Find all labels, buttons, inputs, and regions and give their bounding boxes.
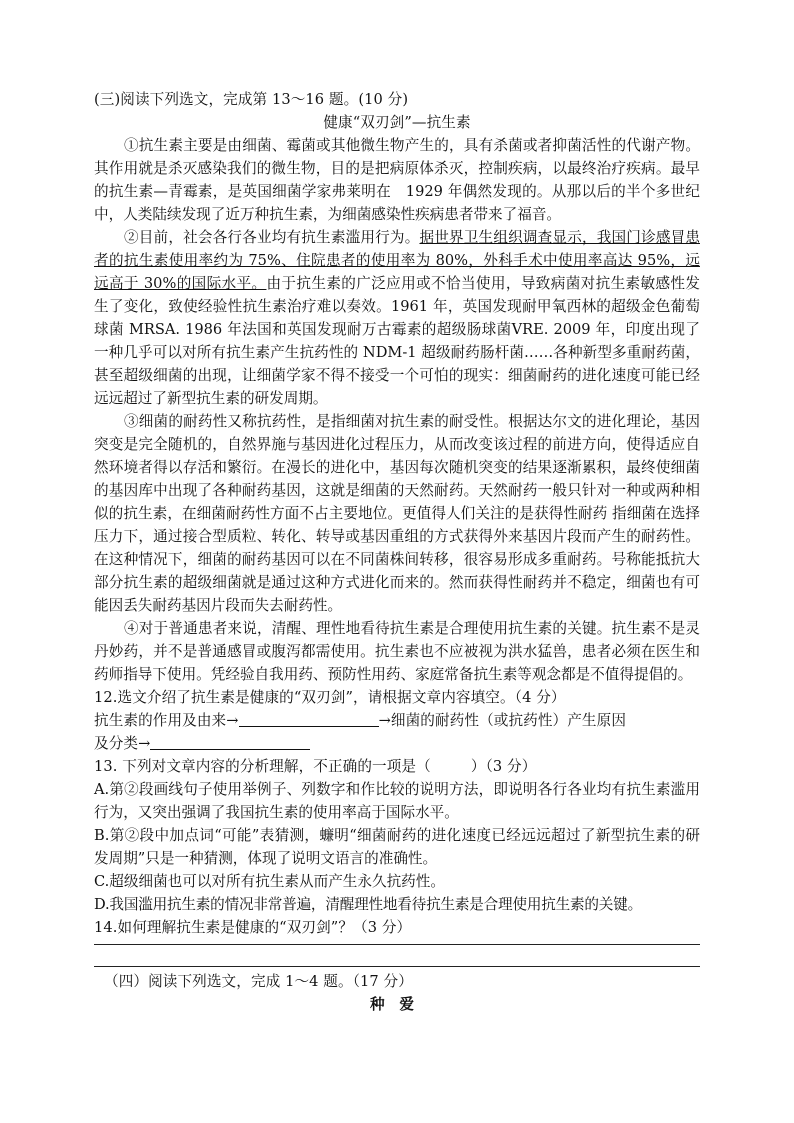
question-14-stem: 14.如何理解抗生素是健康的“双刃剑”？（3 分） [94, 919, 412, 936]
question-12-stem: 12.选文介绍了抗生素是健康的“双刃剑”，请根据文章内容填空。（4 分） [94, 689, 566, 706]
section4 [104, 970, 700, 1016]
option-b: B.第②段中加点词“可能”表猜测，蠊明“细菌耐药的进化速度已经远远超过了新型抗生素的研发周期”只是一种猜测，体现了说明文语言的准确性。 [94, 827, 700, 867]
section3 [94, 88, 700, 939]
answer-line-2[interactable] [94, 966, 700, 967]
paragraph-3: ③细菌的耐药性又称抗药性，是指细菌对抗生素的耐受性。根据达尔文的进化理论，基因突变是完全随机的，自然界施与基因进化过程压力，从而改变该过程的前进方向，使得适应自然环境者得以存活和繁衍。在漫长的进化中，基因每次随机突变的结果逐渐累积，最终使细菌的基因库中出现了各种耐药基因，这就是细菌的天然耐药。天然耐药一般只针对一种或两种相似的抗生素，在细菌耐药性方面不占主要地位。更值得人们关注的是获得性耐药 指细菌在选择压力下，通过接合型质粒、转化、转导或基因重组的方式获得外来基因片段而产生的耐药性。在这种情况下，细菌的耐药基因可以在不同菌株间转移，很容易形成多重耐药。号称能抵抗大部分抗生素的超级细菌就是通过这种方式进化而来的。然而获得性耐药并不稳定，细菌也有可能因丢失耐药基因片段而失去耐药性。 [94, 413, 700, 614]
question-13-stem: 13. 下列对文章内容的分析理解，不正确的一项是（ ）（3 分） [94, 758, 537, 775]
question-12-fill-line: 抗生素的作用及由来→ →细菌的耐药性（或抗药性）产生原因 [94, 712, 627, 729]
section4-title: 种 爱 [370, 996, 415, 1013]
question-14 [94, 916, 700, 939]
paragraph-2 [94, 226, 700, 410]
paragraph-4: ④对于普通患者来说，清醒、理性地看待抗生素是合理使用抗生素的关键。抗生素不是灵丹妙药，并不是普通感冒或腹泻都需使用。抗生素也不应被视为洪水猛兽，患者必须在医生和药师指导下使用。凭经验自我用药、预防性用药、家庭常备抗生素等观念都是不值得提倡的。 [94, 620, 700, 683]
article-title: 健康“双刃剑”—抗生素 [323, 114, 471, 131]
paragraph-1: ①抗生素主要是由细菌、霉菌或其他微生物产生的，具有杀菌或者抑菌活性的代谢产物。其作用就是杀灭感染我们的微生物，目的是把病原体杀灭，控制疾病，以最终治疗疾病。最早的抗生素—青霉素，是英国细菌学家弗莱明在 1929 年偶然发现的。从那以后的半个多世纪中，人类陆续发现了近万种抗生素，为细菌感染性疾病患者带来了福音。 [94, 137, 700, 223]
option-a: A.第②段画线句子使用举例子、列数字和作比较的说明方法，即说明各行各业均有抗生素滥用行为，又突出强调了我国抗生素的使用率高于国际水平。 [94, 781, 700, 821]
question-12-fill-line-2: 及分类→ [94, 732, 700, 755]
question-12 [94, 686, 700, 755]
answer-blank-1[interactable] [239, 711, 379, 727]
option-c: C.超级细菌也可以对所有抗生素从而产生永久抗药性。 [94, 873, 445, 890]
question-13 [94, 755, 700, 916]
answer-choice-blank[interactable] [431, 758, 471, 773]
answer-line-1[interactable] [94, 944, 700, 945]
option-d: D.我国滥用抗生素的情况非常普遍，清醒理性地看待抗生素是合理使用抗生素的关键。 [94, 896, 642, 913]
paragraph-2-rest: 由于抗生素的广泛应用或不恰当使用，导致病菌对抗生素敏感性发生了变化，致使经验性抗生素治疗难以奏效。1961 年，英国发现耐甲氧西林的超级金色葡萄球菌 MRSA. 1986 年法国和英国发现耐万古霉素的超级肠球菌VRE. 2009 年，印度出现了一种几乎可以对所有抗生素产生抗药性的 NDM-1 超级耐药肠杆菌……各种新型多重耐药菌，甚至超级细菌的出现，让细菌学家不得不接受一个可怕的现实：细菌耐药的进化速度可能已经远远超过了新型抗生素的研发周期。 [94, 275, 700, 407]
answer-blank-2[interactable] [150, 734, 310, 750]
paragraph-2-underlined: 据世界卫生组织调查显示，我国门诊感冒患者的抗生素使用率约为 75%、住院患者的使用率为 80%，外科手术中使用率高达 95%，远远高于 30%的国际水平。 [94, 229, 700, 292]
paragraph-2-lead: ②目前，社会各行各业均有抗生素滥用行为。 [124, 229, 420, 246]
section3-header: (三)阅读下列选文，完成第 13～16 题。(10 分) [94, 91, 409, 108]
section4-header: （四）阅读下列选文，完成 1～4 题。（17 分） [104, 973, 413, 990]
